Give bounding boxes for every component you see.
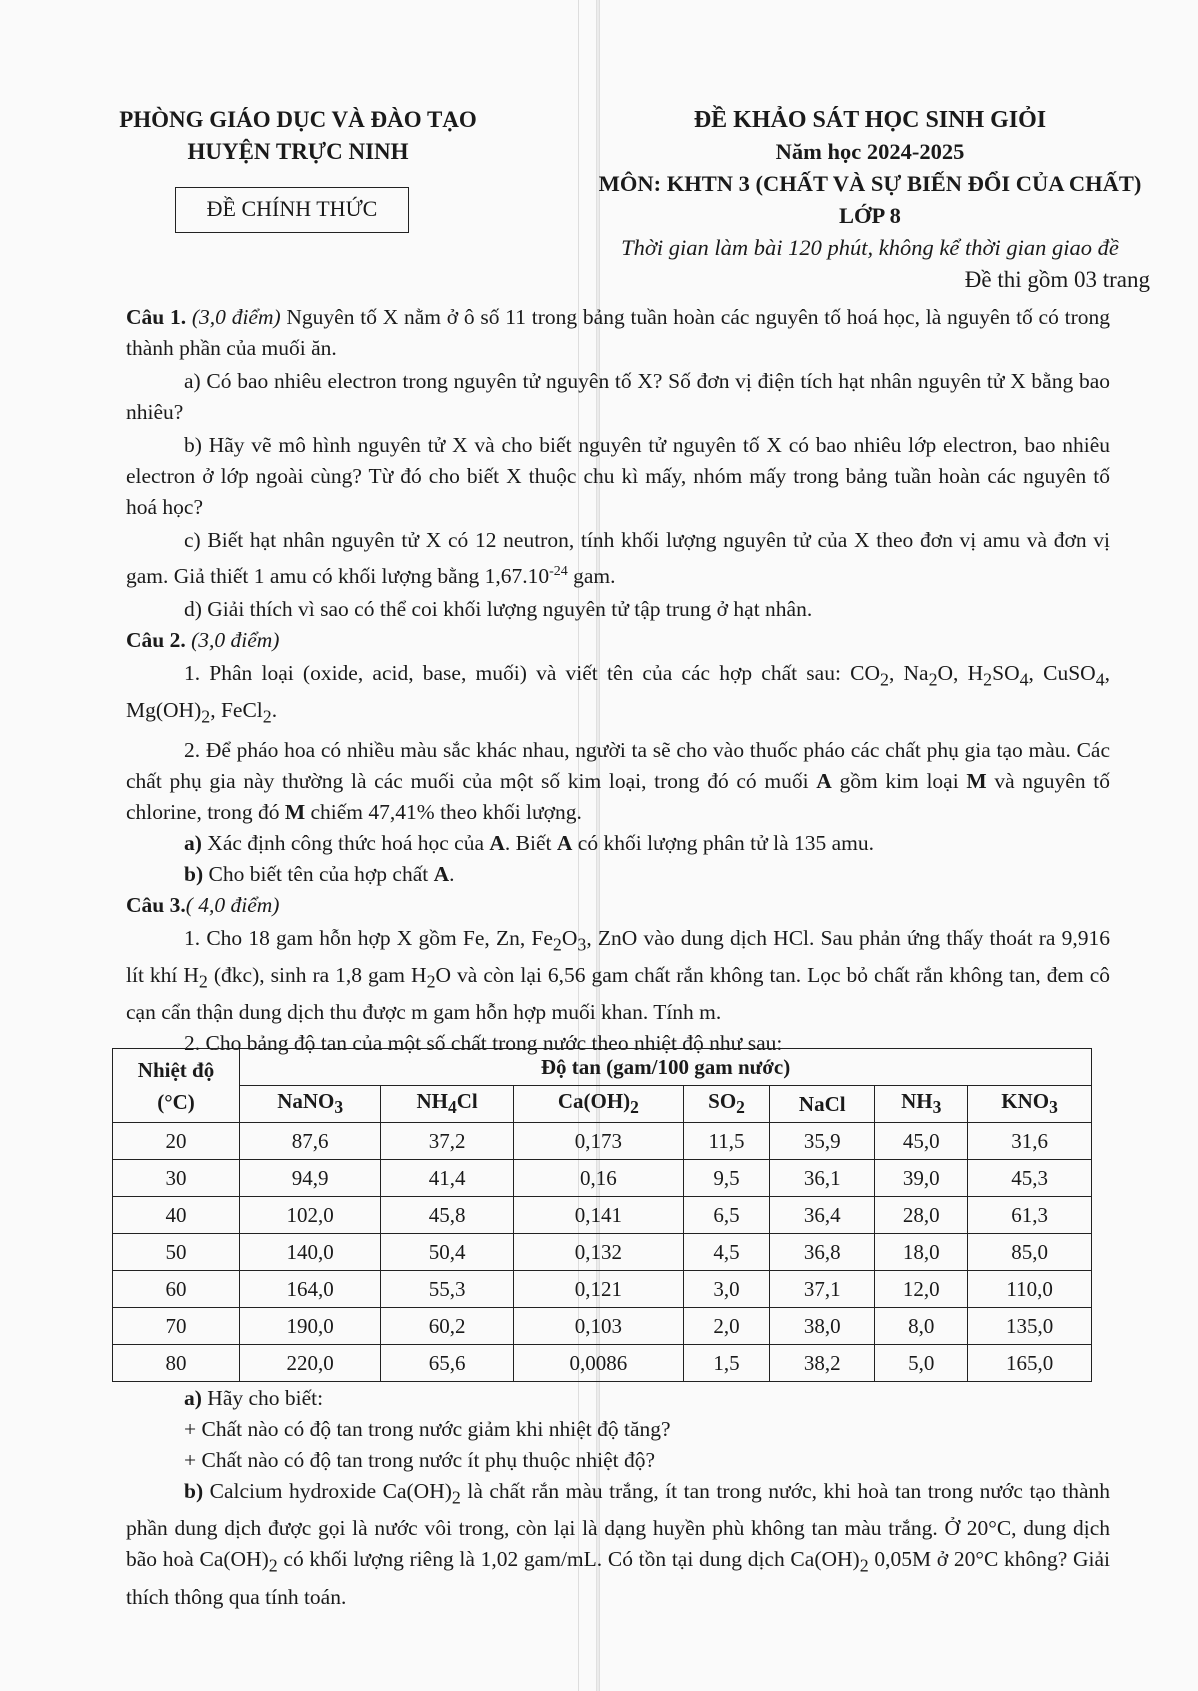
solubility-cell: 9,5 <box>683 1160 769 1197</box>
question-3-continued <box>126 1383 1110 1613</box>
solubility-cell: 65,6 <box>381 1345 514 1382</box>
q3-part-b: b) Calcium hydroxide $Ca(OH)_2$ là chất rắn màu trắng, ít tan trong nước, khi hoà tan trong nước tạo thành phần dung dịch được gọi là nước vôi trong, còn lại là dạng huyền phù không tan màu trắng. Ở 20°C, dung dịch bão hoà $Ca(OH)_2$ có khối lượng riêng là 1,02 gam/mL. Có tồn tại dung dịch $Ca(OH)_2$ 0,05M ở 20°C không? Giải thích thông qua tính toán. <box>126 1479 1111 1609</box>
page-count: Đề thi gồm 03 trang <box>964 267 1150 292</box>
temperature-cell: 40 <box>113 1197 240 1234</box>
question-3: Câu 3.( 4,0 điểm) <box>126 892 280 917</box>
solubility-cell: 2,0 <box>683 1308 769 1345</box>
solubility-cell: 102,0 <box>240 1197 381 1234</box>
q1-part-c: c) Biết hạt nhân nguyên tử X có 12 neutron, tính khối lượng nguyên tử của X theo đơn vị amu và đơn vị gam. Giả thiết 1 amu có khối lượng bằng $1,67.10^{-24}$ gam. <box>126 528 1110 589</box>
solubility-cell: 0,141 <box>513 1197 683 1234</box>
table-row <box>113 1197 1092 1234</box>
solubility-cell: 87,6 <box>240 1123 381 1160</box>
solubility-cell: 0,16 <box>513 1160 683 1197</box>
temperature-cell: 80 <box>113 1345 240 1382</box>
solubility-cell: 110,0 <box>968 1271 1092 1308</box>
temperature-cell: 30 <box>113 1160 240 1197</box>
exam-body <box>126 302 1110 1059</box>
question-1: Câu 1. (3,0 điểm) Nguyên tố X nằm ở ô số 11 trong bảng tuần hoàn các nguyên tố hoá học, là nguyên tố có trong thành phần của muối ăn. <box>126 305 1110 360</box>
table-row <box>113 1160 1092 1197</box>
temperature-cell: 20 <box>113 1123 240 1160</box>
solubility-cell: 37,1 <box>770 1271 875 1308</box>
q3-bullet-2: + Chất nào có độ tan trong nước ít phụ thuộc nhiệt độ? <box>184 1448 656 1472</box>
solubility-cell: 0,103 <box>513 1308 683 1345</box>
solubility-cell: 85,0 <box>968 1234 1092 1271</box>
solubility-cell: 45,8 <box>381 1197 514 1234</box>
solubility-cell: 60,2 <box>381 1308 514 1345</box>
table-row <box>113 1308 1092 1345</box>
solubility-group-header: Độ tan (gam/100 gam nước) <box>240 1049 1092 1086</box>
col-header: $NH_4Cl$ <box>381 1086 514 1123</box>
col-header: NaNO$_3$ <box>240 1086 381 1123</box>
q3-part-1: 1. Cho 18 gam hỗn hợp X gồm Fe, Zn, $Fe_2O_3$, ZnO vào dung dịch HCl. Sau phản ứng thấy thoát ra 9,916 lít khí $H_2$ (đkc), sinh ra 1,8 gam $H_2O$ và còn lại 6,56 gam chất rắn không tan. Lọc bỏ chất rắn không tan, đem cô cạn cẩn thận dung dịch thu được m gam hỗn hợp muối khan. Tính m. <box>126 925 1111 1025</box>
header-left <box>88 104 508 168</box>
department-line2: HUYỆN TRỰC NINH <box>187 139 409 164</box>
col-header: $KNO_3$ <box>968 1086 1092 1123</box>
solubility-cell: 0,121 <box>513 1271 683 1308</box>
q3-bullet-1: + Chất nào có độ tan trong nước giảm khi nhiệt độ tăng? <box>184 1417 671 1441</box>
col-header: NaCl <box>770 1086 875 1123</box>
solubility-cell: 38,2 <box>770 1345 875 1382</box>
col-header: $Ca(OH)_2$ <box>513 1086 683 1123</box>
header-right <box>560 104 1180 296</box>
solubility-cell: 0,132 <box>513 1234 683 1271</box>
solubility-cell: 39,0 <box>875 1160 968 1197</box>
solubility-cell: 55,3 <box>381 1271 514 1308</box>
solubility-cell: 61,3 <box>968 1197 1092 1234</box>
subject-line: MÔN: KHTN 3 (CHẤT VÀ SỰ BIẾN ĐỔI CỦA CHẤT) <box>598 171 1142 196</box>
solubility-cell: 4,5 <box>683 1234 769 1271</box>
solubility-cell: 12,0 <box>875 1271 968 1308</box>
temperature-cell: 70 <box>113 1308 240 1345</box>
solubility-cell: 37,2 <box>381 1123 514 1160</box>
solubility-cell: 41,4 <box>381 1160 514 1197</box>
solubility-cell: 31,6 <box>968 1123 1092 1160</box>
exam-title: ĐỀ KHẢO SÁT HỌC SINH GIỎI <box>693 107 1047 133</box>
solubility-cell: 50,4 <box>381 1234 514 1271</box>
solubility-cell: 165,0 <box>968 1345 1092 1382</box>
table-row <box>113 1345 1092 1382</box>
solubility-cell: 5,0 <box>875 1345 968 1382</box>
q1-part-b: b) Hãy vẽ mô hình nguyên tử X và cho biết nguyên tử nguyên tố X có bao nhiêu lớp electron, bao nhiêu electron ở lớp ngoài cùng? Từ đó cho biết X thuộc chu kì mấy, nhóm mấy trong bảng tuần hoàn các nguyên tố hoá học? <box>126 433 1110 519</box>
table-row <box>113 1234 1092 1271</box>
department-line1: PHÒNG GIÁO DỤC VÀ ĐÀO TẠO <box>119 107 477 132</box>
q2-part-1: 1. Phân loại (oxide, acid, base, muối) và viết tên của các hợp chất sau: $CO_2$, $Na_2O$, $H_2SO_4$, CuSO$_4$, $Mg(OH)_2$, FeCl$_2$. <box>126 661 1111 727</box>
solubility-cell: 18,0 <box>875 1234 968 1271</box>
question-2: Câu 2. (3,0 điểm) <box>126 628 280 653</box>
solubility-cell: 6,5 <box>683 1197 769 1234</box>
solubility-cell: 36,8 <box>770 1234 875 1271</box>
table-row <box>113 1123 1092 1160</box>
q1-part-d: d) Giải thích vì sao có thể coi khối lượng nguyên tử tập trung ở hạt nhân. <box>184 597 813 622</box>
q3-part-2: 2. Cho bảng độ tan của một số chất trong nước theo nhiệt độ như sau: <box>184 1031 783 1056</box>
solubility-cell: 1,5 <box>683 1345 769 1382</box>
solubility-cell: 8,0 <box>875 1308 968 1345</box>
solubility-cell: 36,4 <box>770 1197 875 1234</box>
solubility-cell: 38,0 <box>770 1308 875 1345</box>
solubility-cell: 36,1 <box>770 1160 875 1197</box>
solubility-cell: 164,0 <box>240 1271 381 1308</box>
solubility-cell: 35,9 <box>770 1123 875 1160</box>
q2-part-a: a) Xác định công thức hoá học của A. Biết A có khối lượng phân tử là 135 amu. <box>184 830 875 855</box>
school-year: Năm học 2024-2025 <box>775 139 965 164</box>
temperature-cell: 60 <box>113 1271 240 1308</box>
solubility-cell: 45,3 <box>968 1160 1092 1197</box>
solubility-cell: 0,173 <box>513 1123 683 1160</box>
temperature-header: Nhiệt độ (°C) <box>113 1049 240 1123</box>
col-header: $NH_3$ <box>875 1086 968 1123</box>
solubility-table <box>112 1048 1092 1382</box>
q1-part-a: a) Có bao nhiêu electron trong nguyên tử nguyên tố X? Số đơn vị điện tích hạt nhân nguyên tử X bằng bao nhiêu? <box>126 369 1110 424</box>
solubility-cell: 220,0 <box>240 1345 381 1382</box>
q2-part-2: 2. Để pháo hoa có nhiều màu sắc khác nhau, người ta sẽ cho vào thuốc pháo các chất phụ gia tạo màu. Các chất phụ gia này thường là các muối của một số kim loại, trong đó có muối A gồm kim loại M và nguyên tố chlorine, trong đó M chiếm 47,41% theo khối lượng. <box>126 737 1110 824</box>
solubility-cell: 3,0 <box>683 1271 769 1308</box>
solubility-cell: 0,0086 <box>513 1345 683 1382</box>
official-exam-box: ĐỀ CHÍNH THỨC <box>175 187 409 233</box>
col-header: $SO_2$ <box>683 1086 769 1123</box>
table-row <box>113 1271 1092 1308</box>
grade-line: LỚP 8 <box>839 203 901 228</box>
q3-part-a: a) Hãy cho biết: <box>184 1386 324 1410</box>
time-line: Thời gian làm bài 120 phút, không kể thời gian giao đề <box>621 235 1119 260</box>
solubility-cell: 11,5 <box>683 1123 769 1160</box>
temperature-cell: 50 <box>113 1234 240 1271</box>
solubility-cell: 94,9 <box>240 1160 381 1197</box>
q2-part-b: b) Cho biết tên của hợp chất A. <box>184 861 455 886</box>
solubility-cell: 45,0 <box>875 1123 968 1160</box>
solubility-cell: 140,0 <box>240 1234 381 1271</box>
solubility-cell: 135,0 <box>968 1308 1092 1345</box>
solubility-cell: 190,0 <box>240 1308 381 1345</box>
solubility-cell: 28,0 <box>875 1197 968 1234</box>
